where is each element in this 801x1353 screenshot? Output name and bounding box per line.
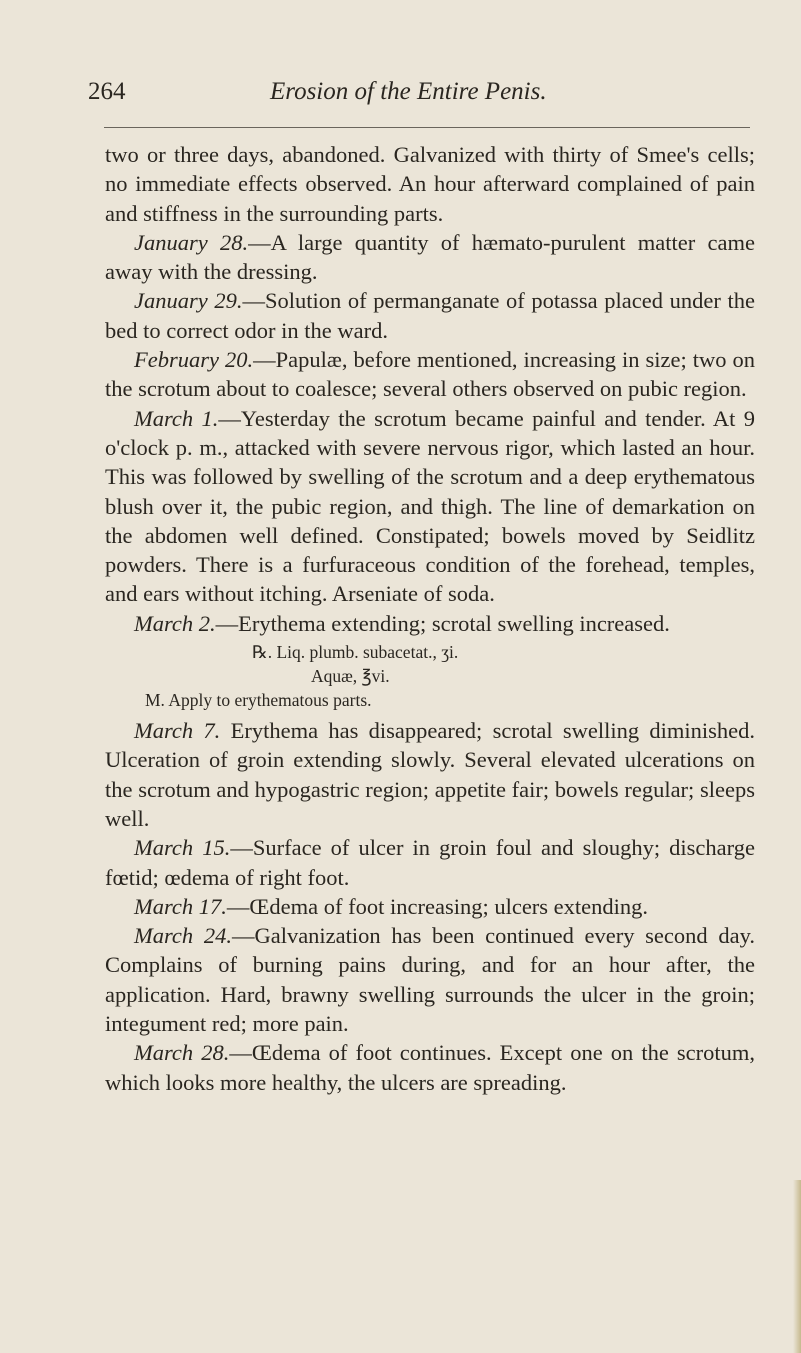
paragraph — [105, 404, 755, 609]
page-header — [88, 78, 748, 112]
running-title: Erosion of the Entire Penis. — [270, 78, 547, 105]
paragraph — [105, 140, 755, 228]
paragraph — [105, 921, 755, 1038]
entry-date: January 29. — [134, 288, 243, 314]
paragraph-text: —Yesterday the scrotum became painful and tender. At 9 o'clock p. m., attacked with severe nervous rigor, which lasted an hour. This was followed by swelling of the scrotum and a deep erythematous blush over it, the pubic region, and thigh. The line of demarkation on the abdomen well defined. Constipated; bowels moved by Seidlitz powders. There is a furfuraceous condition of the forehead, temples, and ears without itching. Arseniate of soda. — [105, 405, 755, 607]
entry-date: March 17. — [134, 893, 227, 919]
paragraph-text: —Solution of permanganate of potassa placed under the bed to correct odor in the ward. — [105, 288, 755, 343]
page-edge-stain — [793, 1180, 801, 1353]
paragraph — [105, 228, 755, 287]
prescription-line: Aquæ, ℥vi. — [311, 666, 390, 687]
paragraph — [105, 716, 755, 833]
entry-date: January 28. — [134, 229, 249, 255]
paragraph-text: —Œdema of foot increasing; ulcers extending. — [226, 893, 649, 919]
entry-date: March 2. — [134, 610, 216, 636]
paragraph-text: —A large quantity of hæmato-purulent matter came away with the dressing. — [105, 229, 756, 285]
paragraph — [105, 833, 755, 892]
prescription-line: ℞. Liq. plumb. subacetat., ʒi. — [252, 642, 459, 663]
prescription — [105, 640, 755, 712]
paragraph — [105, 892, 755, 921]
paragraph — [105, 286, 755, 345]
paragraph-text: —Surface of ulcer in groin foul and sloughy; discharge fœtid; œdema of right foot. — [105, 835, 755, 890]
entry-date: March 15. — [134, 835, 231, 861]
paragraph-text: Erythema has disappeared; scrotal swelling diminished. Ulceration of groin extending slowly. Several elevated ulcerations on the scrotum and hypogastric region; appetite fair; bowels regular; sleeps well. — [105, 718, 755, 831]
paragraph-text: —Erythema extending; scrotal swelling increased. — [215, 610, 670, 636]
prescription-line: M. Apply to erythematous parts. — [145, 690, 372, 711]
paragraph-text: —Œdema of foot continues. Except one on the scrotum, which looks more healthy, the ulcers are spreading. — [105, 1040, 755, 1095]
entry-date: March 1. — [134, 405, 219, 431]
paragraph — [105, 609, 755, 638]
paragraph-text: —Galvanization has been continued every second day. Complains of burning pains during, and for an hour after, the application. Hard, brawny swelling surrounds the ulcer in the groin; integument red; more pain. — [105, 923, 755, 1037]
entry-date: March 24. — [134, 923, 232, 949]
entry-date: March 7. — [134, 718, 221, 744]
page-number: 264 — [88, 78, 126, 105]
entry-date: February 20. — [134, 347, 254, 373]
paragraph — [105, 1038, 755, 1097]
body-text — [105, 140, 755, 1097]
paragraph-text: two or three days, abandoned. Galvanized with thirty of Smee's cells; no immediate effects observed. An hour afterward complained of pain and stiffness in the surrounding parts. — [105, 142, 755, 226]
header-rule — [104, 127, 750, 128]
entry-date: March 28. — [134, 1040, 230, 1066]
paragraph — [105, 345, 755, 404]
paragraph-text: —Papulæ, before mentioned, increasing in size; two on the scrotum about to coalesce; several others observed on pubic region. — [105, 347, 755, 402]
